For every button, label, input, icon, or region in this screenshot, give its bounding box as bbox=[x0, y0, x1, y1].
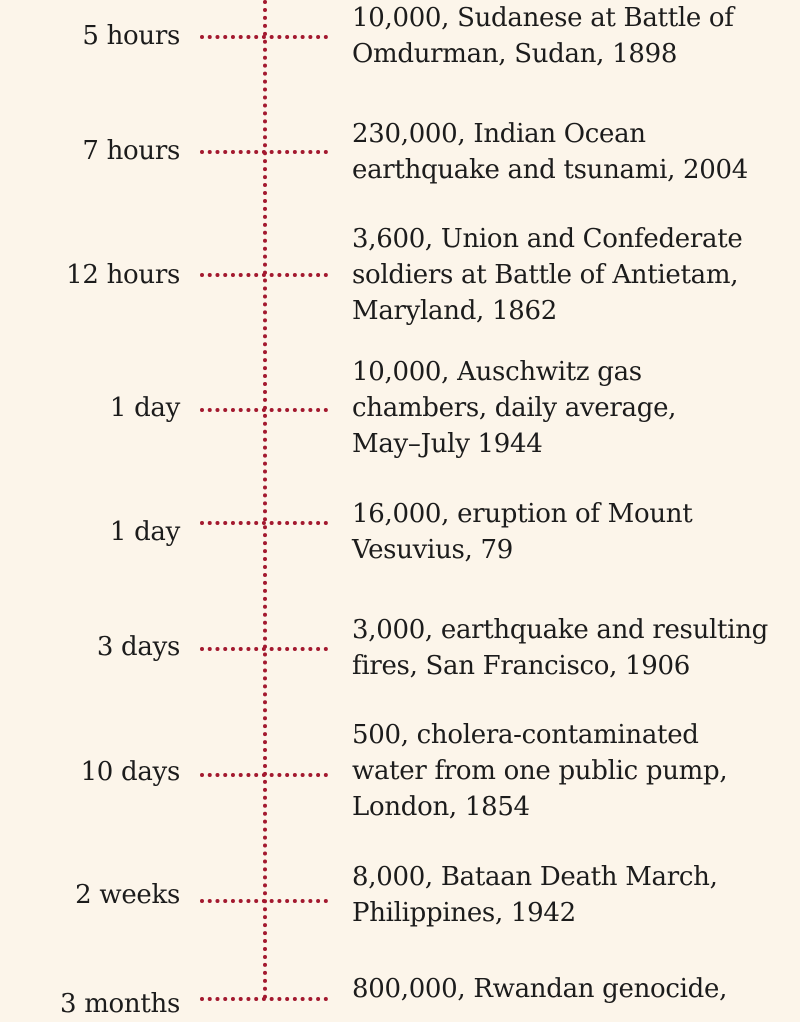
duration-label: 7 hours bbox=[82, 136, 180, 166]
duration-label: 2 weeks bbox=[75, 880, 180, 910]
duration-label: 1 day bbox=[109, 393, 180, 423]
duration-label: 12 hours bbox=[66, 260, 180, 290]
duration-label: 10 days bbox=[80, 757, 180, 787]
event-description bbox=[352, 971, 797, 1007]
dotted-connector bbox=[200, 647, 328, 651]
dotted-connector bbox=[200, 408, 328, 412]
event-description bbox=[352, 717, 797, 825]
event-line: 500, cholera-contaminated bbox=[352, 720, 699, 750]
duration-label: 3 days bbox=[96, 632, 180, 662]
event-line: May–July 1944 bbox=[352, 429, 543, 459]
event-description bbox=[352, 0, 797, 72]
event-line: 10,000, Auschwitz gas bbox=[352, 357, 642, 387]
event-description bbox=[352, 859, 797, 931]
event-line: 10,000, Sudanese at Battle of bbox=[352, 3, 734, 33]
event-line: 16,000, eruption of Mount bbox=[352, 499, 693, 529]
dotted-connector bbox=[200, 35, 328, 39]
event-line: earthquake and tsunami, 2004 bbox=[352, 155, 749, 185]
dotted-connector bbox=[200, 899, 328, 903]
event-line: 8,000, Bataan Death March, bbox=[352, 862, 718, 892]
duration-label: 3 months bbox=[60, 989, 180, 1019]
event-line: Omdurman, Sudan, 1898 bbox=[352, 39, 678, 69]
event-line: Vesuvius, 79 bbox=[352, 535, 513, 565]
event-line: 3,600, Union and Confederate bbox=[352, 224, 743, 254]
dotted-connector bbox=[200, 521, 328, 525]
dotted-connector bbox=[200, 150, 328, 154]
event-line: London, 1854 bbox=[352, 792, 530, 822]
event-description bbox=[352, 496, 797, 568]
duration-label: 1 day bbox=[109, 517, 180, 547]
event-line: Maryland, 1862 bbox=[352, 296, 557, 326]
event-line: fires, San Francisco, 1906 bbox=[352, 651, 690, 681]
event-description bbox=[352, 354, 797, 462]
event-line: 3,000, earthquake and resulting bbox=[352, 615, 768, 645]
event-line: chambers, daily average, bbox=[352, 393, 677, 423]
dotted-connector bbox=[200, 273, 328, 277]
event-line: soldiers at Battle of Antietam, bbox=[352, 260, 739, 290]
event-line: water from one public pump, bbox=[352, 756, 728, 786]
event-description bbox=[352, 612, 797, 684]
duration-label: 5 hours bbox=[82, 21, 180, 51]
event-line: 800,000, Rwandan genocide, bbox=[352, 974, 728, 1004]
event-description bbox=[352, 221, 797, 329]
event-line: Philippines, 1942 bbox=[352, 898, 576, 928]
dotted-connector bbox=[200, 997, 328, 1001]
dotted-connector bbox=[200, 773, 328, 777]
event-description bbox=[352, 116, 797, 188]
event-line: 230,000, Indian Ocean bbox=[352, 119, 646, 149]
